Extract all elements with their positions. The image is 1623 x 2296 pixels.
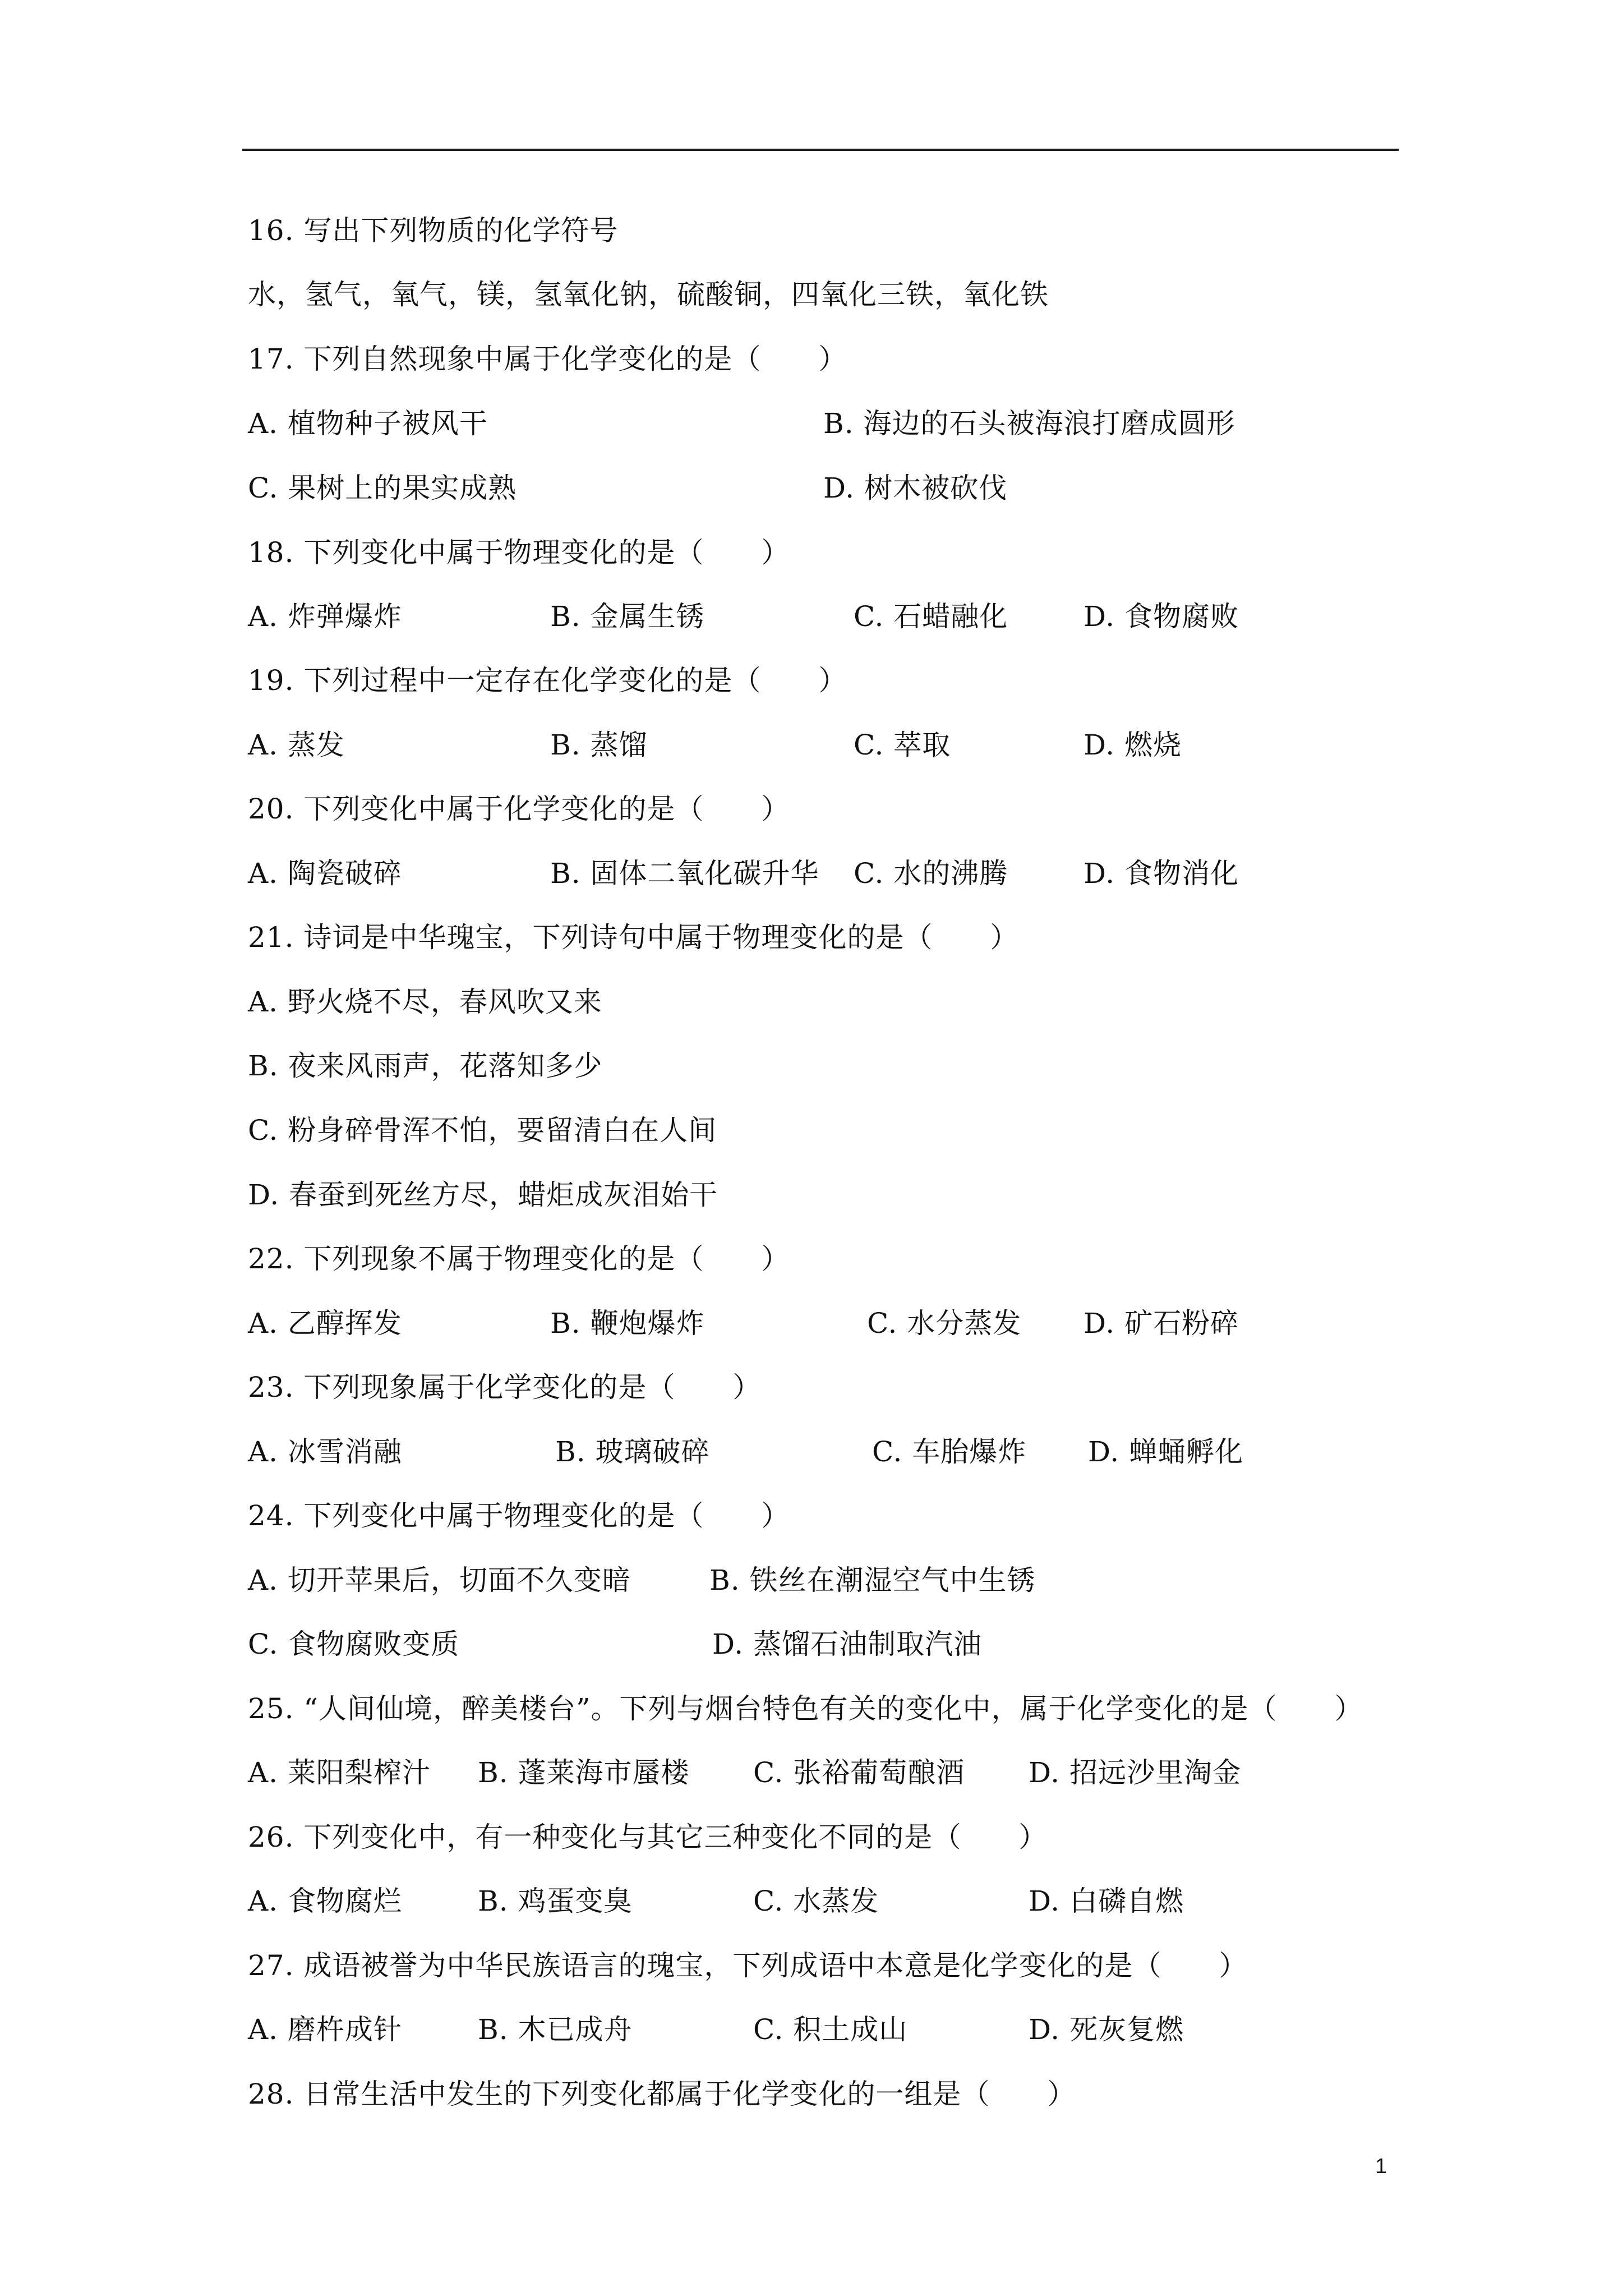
question-18-option-b: B. 金属生锈 — [550, 600, 705, 633]
question-20-option-d: D. 食物消化 — [1083, 857, 1239, 890]
question-25-stem: 25. “人间仙境，醉美楼台”。下列与烟台特色有关的变化中，属于化学变化的是（ ） — [248, 1692, 1363, 1725]
question-27-option-b: B. 木已成舟 — [478, 2013, 633, 2046]
question-24-option-a: A. 切开苹果后，切面不久变暗 — [248, 1564, 631, 1596]
question-27-stem: 27. 成语被誉为中华民族语言的瑰宝，下列成语中本意是化学变化的是（ ） — [248, 1949, 1248, 1982]
question-26-option-d: D. 白磷自燃 — [1029, 1885, 1184, 1917]
question-27-option-d: D. 死灰复燃 — [1029, 2013, 1184, 2046]
question-23-stem: 23. 下列现象属于化学变化的是（ ） — [248, 1371, 762, 1404]
question-23-option-c: C. 车胎爆炸 — [872, 1435, 1027, 1468]
question-17-stem: 17. 下列自然现象中属于化学变化的是（ ） — [248, 343, 847, 375]
question-22-stem: 22. 下列现象不属于物理变化的是（ ） — [248, 1243, 790, 1275]
question-18-stem: 18. 下列变化中属于物理变化的是（ ） — [248, 536, 790, 569]
question-21-option-a: A. 野火烧不尽，春风吹又来 — [248, 986, 602, 1018]
question-16-stem: 16. 写出下列物质的化学符号 — [248, 214, 619, 247]
question-25-option-b: B. 蓬莱海市蜃楼 — [478, 1756, 690, 1789]
question-23-option-a: A. 冰雪消融 — [248, 1435, 402, 1468]
question-22-option-d: D. 矿石粉碎 — [1083, 1307, 1239, 1340]
question-20-option-b: B. 固体二氧化碳升华 — [550, 857, 819, 890]
question-20-option-c: C. 水的沸腾 — [854, 857, 1008, 890]
question-19-option-d: D. 燃烧 — [1083, 729, 1182, 761]
question-25-option-a: A. 莱阳梨榨汁 — [248, 1756, 431, 1789]
question-22-option-a: A. 乙醇挥发 — [248, 1307, 402, 1340]
question-21-option-c: C. 粉身碎骨浑不怕，要留清白在人间 — [248, 1114, 717, 1147]
question-18-option-d: D. 食物腐败 — [1083, 600, 1239, 633]
question-19-stem: 19. 下列过程中一定存在化学变化的是（ ） — [248, 664, 847, 697]
question-17-option-a: A. 植物种子被风干 — [248, 407, 488, 440]
question-19-option-a: A. 蒸发 — [248, 729, 345, 761]
question-17-option-d: D. 树木被砍伐 — [823, 472, 1008, 504]
question-24-stem: 24. 下列变化中属于物理变化的是（ ） — [248, 1499, 790, 1532]
question-23-option-b: B. 玻璃破碎 — [555, 1435, 710, 1468]
question-24-option-c: C. 食物腐败变质 — [248, 1628, 460, 1660]
question-26-option-a: A. 食物腐烂 — [248, 1885, 402, 1917]
question-22-option-b: B. 鞭炮爆炸 — [550, 1307, 705, 1340]
question-26-option-c: C. 水蒸发 — [753, 1885, 879, 1917]
question-21-stem: 21. 诗词是中华瑰宝，下列诗句中属于物理变化的是（ ） — [248, 921, 1019, 954]
page-number: 1 — [1375, 2155, 1387, 2178]
question-27-option-c: C. 积土成山 — [753, 2013, 908, 2046]
question-28-stem: 28. 日常生活中发生的下列变化都属于化学变化的一组是（ ） — [248, 2078, 1076, 2110]
question-25-option-c: C. 张裕葡萄酿酒 — [753, 1756, 965, 1789]
header-rule — [242, 149, 1399, 151]
question-20-option-a: A. 陶瓷破碎 — [248, 857, 402, 890]
question-18-option-a: A. 炸弹爆炸 — [248, 600, 402, 633]
question-26-option-b: B. 鸡蛋变臭 — [478, 1885, 633, 1917]
question-17-option-b: B. 海边的石头被海浪打磨成圆形 — [823, 407, 1235, 440]
question-27-option-a: A. 磨杵成针 — [248, 2013, 402, 2046]
question-17-option-c: C. 果树上的果实成熟 — [248, 472, 517, 504]
question-16-substances: 水，氢气，氧气，镁，氢氧化钠，硫酸铜，四氧化三铁，氧化铁 — [248, 278, 1049, 311]
question-23-option-d: D. 蝉蛹孵化 — [1088, 1435, 1244, 1468]
question-19-option-b: B. 蒸馏 — [550, 729, 648, 761]
question-24-option-b: B. 铁丝在潮湿空气中生锈 — [709, 1564, 1036, 1596]
question-24-option-d: D. 蒸馏石油制取汽油 — [712, 1628, 983, 1660]
question-26-stem: 26. 下列变化中，有一种变化与其它三种变化不同的是（ ） — [248, 1821, 1048, 1853]
question-21-option-b: B. 夜来风雨声，花落知多少 — [248, 1050, 603, 1082]
question-18-option-c: C. 石蜡融化 — [854, 600, 1008, 633]
question-25-option-d: D. 招远沙里淘金 — [1029, 1756, 1242, 1789]
question-20-stem: 20. 下列变化中属于化学变化的是（ ） — [248, 793, 790, 825]
question-19-option-c: C. 萃取 — [854, 729, 951, 761]
question-22-option-c: C. 水分蒸发 — [867, 1307, 1022, 1340]
question-21-option-d: D. 春蚕到死丝方尽，蜡炬成灰泪始干 — [248, 1179, 718, 1211]
